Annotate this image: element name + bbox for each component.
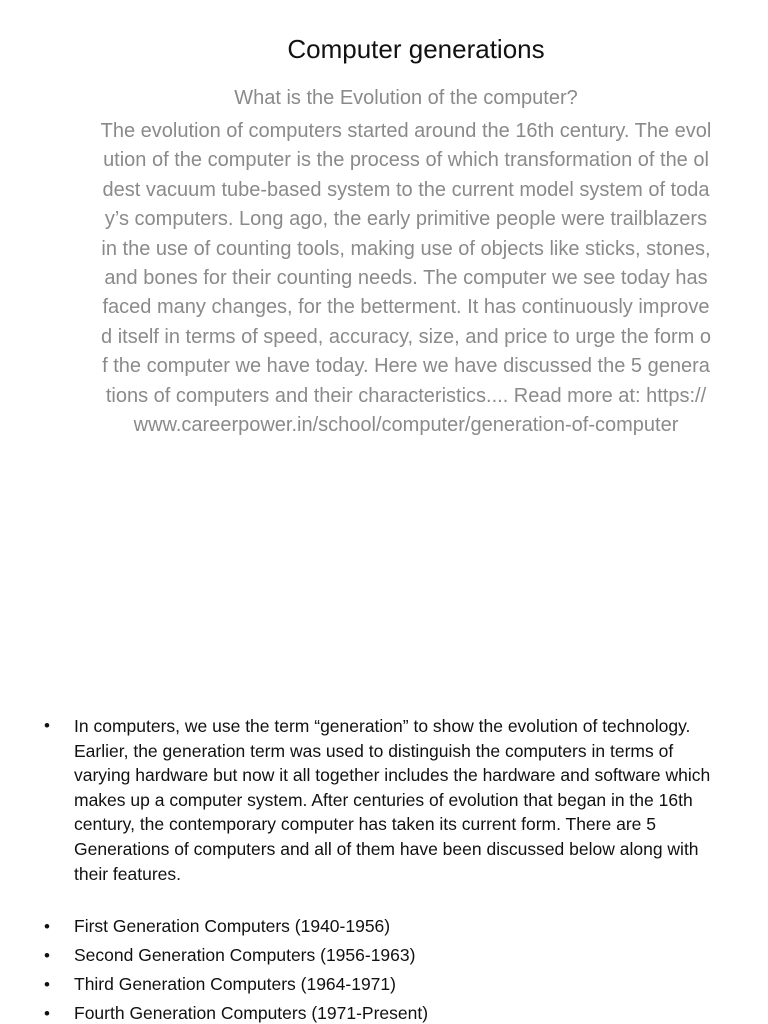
list-item-generation: [40, 941, 730, 970]
generation-text: Third Generation Computers (1964-1971): [74, 974, 396, 995]
list-item-generation: [40, 970, 730, 999]
paragraph-text: In computers, we use the term “generation” to show the evolution of technology. Earlier, the generation term was used to distinguish the computers in terms of varying hardware but now it all together includes the hardware and software which makes up a computer system. After centuries of evolution that began in the 16th century, the contemporary computer has taken its current form. There are 5 Generations of computers and all of them have been discussed below along with their features.: [74, 716, 711, 884]
bullet-icon: •: [44, 716, 50, 735]
generation-text: Second Generation Computers (1956-1963): [74, 945, 416, 966]
bullet-icon: •: [44, 917, 50, 937]
generation-text: Fourth Generation Computers (1971-Present): [74, 1003, 429, 1024]
bullet-icon: •: [44, 1004, 50, 1024]
subtitle-question: What is the Evolution of the computer?: [234, 87, 578, 109]
list-item-generation: [40, 999, 730, 1024]
bullet-icon: •: [44, 975, 50, 995]
generation-text: First Generation Computers (1940-1956): [74, 916, 391, 937]
intro-paragraph: The evolution of computers started around the 16th century. The evolution of the computer is the process of which transformation of the oldest vacuum tube-based system to the current model system of today’s computers. Long ago, the early primitive people were trailblazers in the use of counting tools, making use of objects like sticks, stones, and bones for their counting needs. The computer we see today has faced many changes, for the betterment. It has continuously improved itself in terms of speed, accuracy, size, and price to urge the form of the computer we have today. Here we have discussed the 5 generations of computers and their characteristics.... Read more at: https://www.careerpower.in/school/computer/generation-of-computer: [100, 120, 712, 437]
list-item-generation: [40, 912, 730, 941]
list-item-paragraph: [40, 714, 730, 886]
bullet-list: [40, 714, 730, 1024]
page-title: Computer generations: [287, 34, 545, 64]
bullet-icon: •: [44, 946, 50, 966]
